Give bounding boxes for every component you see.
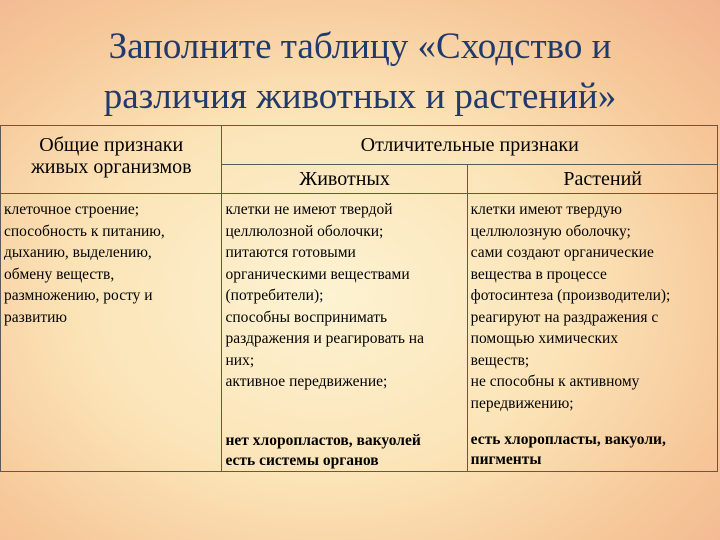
animals-line: целлюлозной оболочки; bbox=[225, 222, 384, 240]
animals-line: органическими веществами bbox=[225, 265, 410, 283]
header-general-traits bbox=[1, 126, 222, 194]
animals-line: питаются готовыми bbox=[225, 244, 356, 261]
plants-line: вещества в процессе bbox=[470, 265, 607, 283]
plants-line: помощью химических bbox=[470, 330, 619, 347]
comparison-table bbox=[0, 125, 718, 472]
general-line: клеточное строение; bbox=[4, 201, 140, 218]
header-plants: Растений bbox=[467, 165, 717, 194]
animals-line: раздражения и реагировать на bbox=[225, 330, 424, 347]
general-line: способность к питанию, bbox=[4, 222, 165, 240]
header-general-line-1: Общие признаки bbox=[39, 134, 184, 156]
plants-traits-cell bbox=[467, 194, 717, 472]
plants-bold-line: пигменты bbox=[470, 451, 542, 468]
general-line: развитию bbox=[4, 308, 68, 326]
plants-line: клетки имеют твердую bbox=[470, 201, 622, 218]
animals-line: активное передвижение; bbox=[225, 373, 388, 390]
plants-line: реагируют на раздражения с bbox=[470, 308, 659, 326]
cell-spacer bbox=[471, 414, 714, 430]
animals-line: способны воспринимать bbox=[225, 308, 388, 326]
plants-line: сами создают органические bbox=[470, 244, 654, 261]
header-row-1 bbox=[1, 126, 718, 165]
animals-bold-line: нет хлоропластов, вакуолей bbox=[225, 431, 421, 449]
header-general-line-2: живых организмов bbox=[30, 156, 192, 178]
header-distinctive-traits: Отличительные признаки bbox=[222, 126, 718, 165]
slide-title bbox=[0, 22, 720, 122]
general-line: обмену веществ, bbox=[4, 265, 115, 283]
plants-line: веществ; bbox=[470, 351, 530, 369]
plants-line: фотосинтеза (производители); bbox=[470, 287, 671, 304]
cell-spacer bbox=[225, 393, 463, 425]
plants-line: не способны к активному bbox=[470, 373, 640, 390]
plants-bold-line: есть хлоропласты, вакуоли, bbox=[470, 431, 666, 448]
plants-line: передвижению; bbox=[470, 394, 574, 412]
general-traits-cell bbox=[1, 194, 222, 472]
animals-line: (потребители); bbox=[225, 287, 324, 304]
animals-bold-line: есть системы органов bbox=[225, 451, 379, 469]
general-line: размножению, росту и bbox=[4, 287, 153, 304]
animals-line: них; bbox=[225, 351, 255, 369]
plants-line: целлюлозную оболочку; bbox=[470, 222, 631, 240]
general-line: дыханию, выделению, bbox=[4, 244, 152, 261]
header-animals: Животных bbox=[222, 165, 467, 194]
slide-title-line-2: различия животных и растений» bbox=[103, 76, 617, 117]
slide-title-line-1: Заполните таблицу «Сходство и bbox=[108, 26, 612, 67]
animals-line: клетки не имеют твердой bbox=[225, 201, 393, 218]
animals-traits-cell bbox=[222, 194, 467, 472]
body-row bbox=[1, 194, 718, 472]
